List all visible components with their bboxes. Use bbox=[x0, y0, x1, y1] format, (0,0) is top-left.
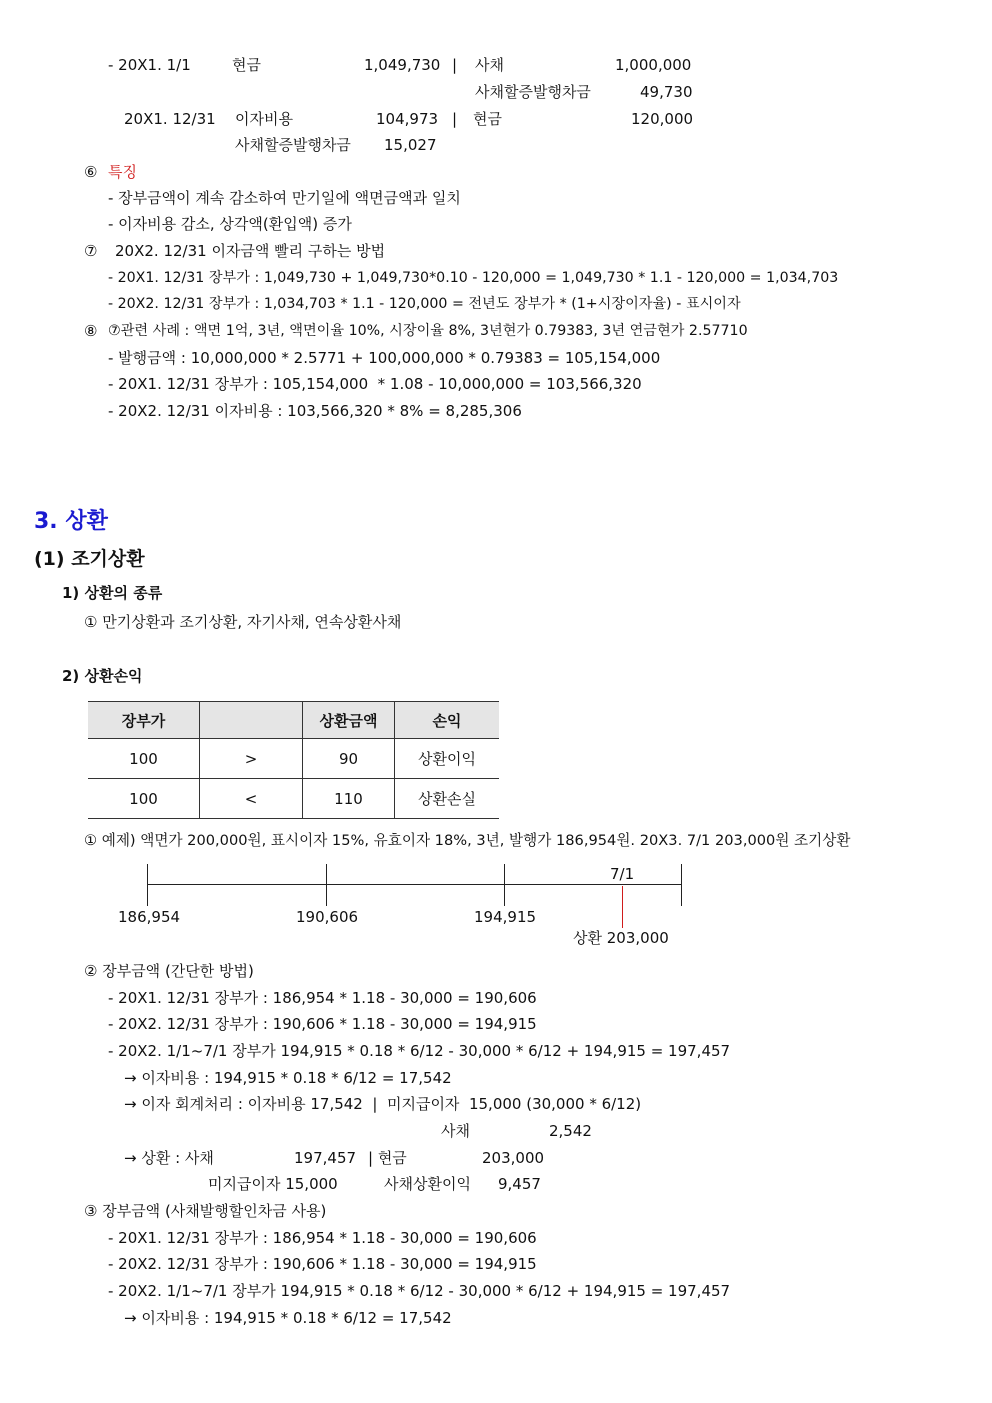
item2-line: - 20X2. 12/31 장부가 : 190,606 * 1.18 - 30,000 = 194,915 bbox=[108, 1015, 537, 1033]
item2-line: → 이자 회계처리 : 이자비용 17,542 | 미지급이자 15,000 (30,000 * 6/12) bbox=[124, 1095, 642, 1113]
table-row bbox=[88, 739, 499, 779]
item8-line-3: - 20X2. 12/31 이자비용 : 103,566,320 * 8% = 8,285,306 bbox=[108, 402, 522, 420]
journal-credit-3: 현금 bbox=[473, 110, 502, 128]
item2-redeem-label: → 상환 : 사채 bbox=[124, 1149, 214, 1167]
item8-line-1: - 발행금액 : 10,000,000 * 2.5771 + 100,000,000 * 0.79383 = 105,154,000 bbox=[108, 349, 661, 367]
item3-line: → 이자비용 : 194,915 * 0.18 * 6/12 = 17,542 bbox=[124, 1309, 452, 1327]
journal-debit-4: 사채할증발행차금 bbox=[235, 136, 351, 154]
timeline-axis bbox=[147, 884, 682, 885]
table-cell: < bbox=[200, 779, 303, 819]
item7-line-1: - 20X1. 12/31 장부가 : 1,049,730 + 1,049,730*0.10 - 120,000 = 1,049,730 * 1.1 - 120,000 = 1,034,703 bbox=[108, 270, 839, 286]
timeline-redemption-marker bbox=[622, 886, 623, 928]
heading-redemption-types: 1) 상환의 종류 bbox=[62, 584, 163, 602]
timeline-value: 194,915 bbox=[474, 908, 537, 926]
example-text: ① 예제) 액면가 200,000원, 표시이자 15%, 유효이자 18%, 3년, 발행가 186,954원. 20X3. 7/1 203,000원 조기상환 bbox=[84, 832, 851, 849]
table-header-cell: 상환금액 bbox=[303, 702, 395, 739]
item2-redeem-amount: 197,457 bbox=[294, 1149, 357, 1167]
item8-line-2: - 20X1. 12/31 장부가 : 105,154,000 * 1.08 - 10,000,000 = 103,566,320 bbox=[108, 375, 642, 393]
journal-debit-amount-1: 1,049,730 bbox=[364, 56, 441, 74]
journal-credit-amount-2: 49,730 bbox=[640, 83, 693, 101]
item6-marker: ⑥ bbox=[84, 163, 98, 181]
item2-title: ② 장부금액 (간단한 방법) bbox=[84, 962, 254, 980]
journal-separator-1: | bbox=[452, 56, 458, 74]
item2-line: - 20X1. 12/31 장부가 : 186,954 * 1.18 - 30,000 = 190,606 bbox=[108, 989, 537, 1007]
timeline-tick bbox=[326, 864, 327, 906]
timeline-tick bbox=[504, 864, 505, 906]
table-cell: 110 bbox=[303, 779, 395, 819]
journal-credit-amount-3: 120,000 bbox=[631, 110, 694, 128]
redemption-table bbox=[88, 701, 499, 819]
item2-line: → 이자비용 : 194,915 * 0.18 * 6/12 = 17,542 bbox=[124, 1069, 452, 1087]
table-cell: 100 bbox=[88, 779, 200, 819]
journal-credit-2: 사채할증발행차금 bbox=[475, 83, 591, 101]
item8-title: ⑦관련 사례 : 액면 1억, 3년, 액면이율 10%, 시장이율 8%, 3년현가 0.79383, 3년 연금현가 2.57710 bbox=[108, 323, 748, 339]
item2-entry-account: 사채 bbox=[441, 1122, 470, 1140]
timeline-value: 186,954 bbox=[118, 908, 181, 926]
journal-separator-2: | bbox=[452, 110, 458, 128]
timeline-marker-label: 7/1 bbox=[610, 865, 635, 883]
subsection-early-redemption: (1) 조기상환 bbox=[34, 548, 145, 570]
item2-redemption-gain: 사채상환이익 bbox=[384, 1175, 471, 1193]
table-cell: 100 bbox=[88, 739, 200, 779]
item2-entry-amount: 2,542 bbox=[549, 1122, 592, 1140]
timeline-tick bbox=[147, 864, 148, 906]
item6-title: 특징 bbox=[108, 163, 137, 181]
item2-redeem-cash-amount: 203,000 bbox=[482, 1149, 545, 1167]
table-row bbox=[88, 779, 499, 819]
item6-line-1: - 장부금액이 계속 감소하여 만기일에 액면금액과 일치 bbox=[108, 189, 461, 207]
table-cell: 상환이익 bbox=[395, 739, 500, 779]
table-header-cell: 손익 bbox=[395, 702, 500, 739]
journal-date-1: - 20X1. 1/1 bbox=[108, 56, 191, 74]
journal-date-2: 20X1. 12/31 bbox=[124, 110, 216, 128]
table-header-row bbox=[88, 702, 499, 739]
heading-redemption-gain-loss: 2) 상환손익 bbox=[62, 667, 143, 685]
table-cell: > bbox=[200, 739, 303, 779]
item7-line-2: - 20X2. 12/31 장부가 : 1,034,703 * 1.1 - 120,000 = 전년도 장부가 * (1+시장이자율) - 표시이자 bbox=[108, 296, 741, 312]
journal-debit-3: 이자비용 bbox=[235, 110, 293, 128]
redemption-types-item: ① 만기상환과 조기상환, 자기사채, 연속상환사채 bbox=[84, 613, 402, 631]
timeline-tick bbox=[681, 864, 682, 906]
item3-line: - 20X1. 12/31 장부가 : 186,954 * 1.18 - 30,000 = 190,606 bbox=[108, 1229, 537, 1247]
item7-title: 20X2. 12/31 이자금액 빨리 구하는 방법 bbox=[115, 242, 386, 260]
journal-debit-1: 현금 bbox=[232, 56, 261, 74]
section-3-title: 3. 상환 bbox=[34, 509, 108, 534]
table-header-cell: 장부가 bbox=[88, 702, 200, 739]
journal-debit-amount-4: 15,027 bbox=[384, 136, 437, 154]
item2-line: - 20X2. 1/1~7/1 장부가 194,915 * 0.18 * 6/12 - 30,000 * 6/12 + 194,915 = 197,457 bbox=[108, 1042, 731, 1060]
timeline-redeem-label: 상환 203,000 bbox=[573, 929, 669, 947]
item3-title: ③ 장부금액 (사채발행할인차금 사용) bbox=[84, 1202, 327, 1220]
item3-line: - 20X2. 12/31 장부가 : 190,606 * 1.18 - 30,000 = 194,915 bbox=[108, 1255, 537, 1273]
table-cell: 상환손실 bbox=[395, 779, 500, 819]
journal-credit-1: 사채 bbox=[475, 56, 504, 74]
item3-line: - 20X2. 1/1~7/1 장부가 194,915 * 0.18 * 6/12 - 30,000 * 6/12 + 194,915 = 197,457 bbox=[108, 1282, 731, 1300]
journal-debit-amount-3: 104,973 bbox=[376, 110, 439, 128]
journal-credit-amount-1: 1,000,000 bbox=[615, 56, 692, 74]
item2-redemption-gain-amount: 9,457 bbox=[498, 1175, 541, 1193]
table-cell: 90 bbox=[303, 739, 395, 779]
item8-marker: ⑧ bbox=[84, 322, 98, 340]
item2-redeem-cash: | 현금 bbox=[368, 1149, 407, 1167]
timeline-value: 190,606 bbox=[296, 908, 359, 926]
item2-accrued-interest: 미지급이자 15,000 bbox=[208, 1175, 338, 1193]
item7-marker: ⑦ bbox=[84, 242, 98, 260]
item6-line-2: - 이자비용 감소, 상각액(환입액) 증가 bbox=[108, 215, 352, 233]
table-header-cell bbox=[200, 702, 303, 739]
